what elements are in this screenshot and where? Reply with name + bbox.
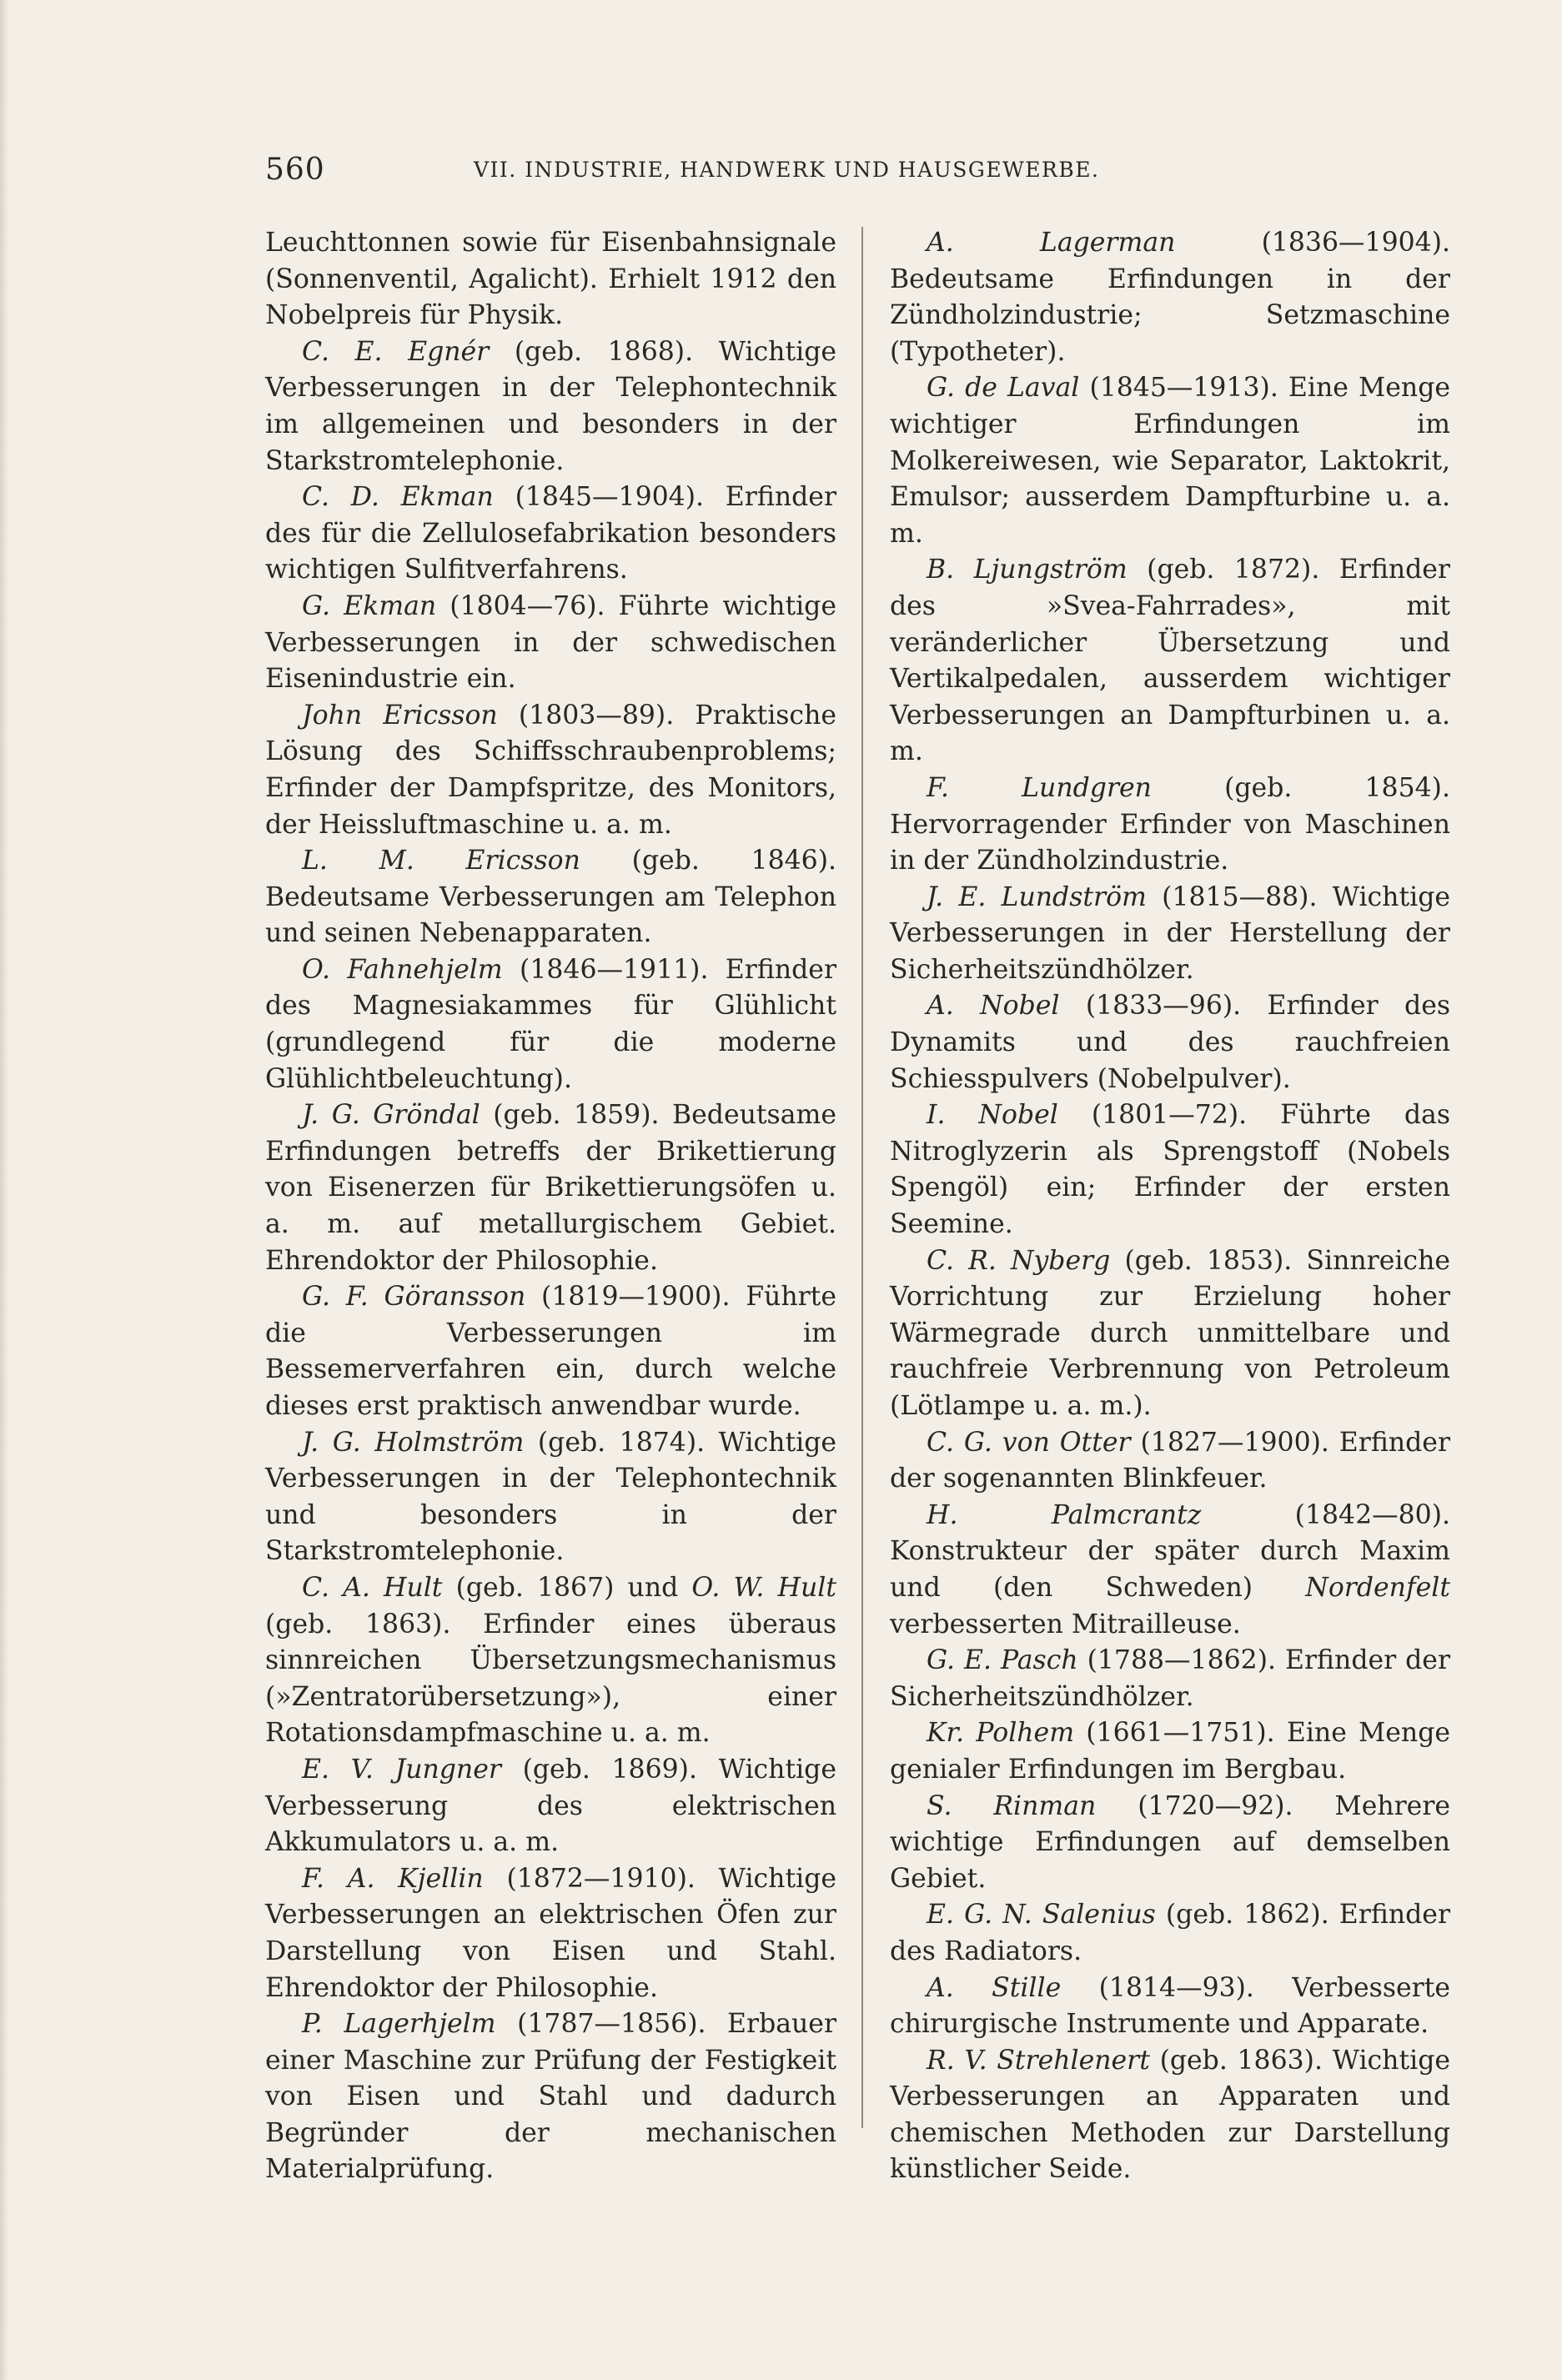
entry: [265, 1570, 836, 1752]
entry-text: (geb. 1859). Bedeutsame Erfindungen betreffs der Brikettierung von Eisenerzen für Brikettierungsöfen u. a. m. auf metallurgischem Gebiet. Ehrendoktor der Philosophie.: [265, 1100, 837, 1276]
entry-text: (geb. 1862). Erfinder des Radiators.: [890, 1900, 1451, 1966]
entry-name: P. Lagerhjelm: [302, 2009, 496, 2040]
entry-name: E. G. N. Salenius: [927, 1900, 1156, 1931]
page-edge-shadow: [0, 0, 8, 2380]
entry: [890, 370, 1450, 552]
entry-name: C. G. von Otter: [927, 1427, 1131, 1458]
entry: [265, 2006, 836, 2188]
entry: [265, 1097, 836, 1279]
entry: [890, 1243, 1450, 1425]
entry-text: (1833—96). Erfinder des Dynamits und des rauchfreien Schiesspulvers (Nobelpulver).: [890, 991, 1450, 1094]
entry: [890, 1897, 1450, 1970]
entry-text: (1720—92). Mehrere wichtige Erfindungen auf demselben Gebiet.: [890, 1790, 1451, 1894]
entry: [265, 589, 836, 698]
entry-text: (1803—89). Praktische Lösung des Schiffsschraubenproblems; Erfinder der Dampfspritze, des Monitors, der Heissluftmaschine u. a. m.: [265, 700, 836, 840]
entry: [890, 1097, 1450, 1243]
entry-text: (1819—1900). Führte die Verbesserungen im Bessemerverfahren ein, durch welche dieses erst praktisch anwendbar wurde.: [265, 1282, 836, 1421]
entry-text: (1827—1900). Erfinder der sogenannten Blinkfeuer.: [890, 1427, 1451, 1494]
entry-text: (1846—1911). Erfinder des Magnesiakammes für Glühlicht (grundlegend für die moderne Glühlichtbeleuchtung).: [265, 954, 837, 1094]
entry-text: (1788—1862). Erfinder der Sicherheitszündhölzer.: [890, 1645, 1450, 1712]
entry-name: E. V. Jungner: [302, 1754, 501, 1785]
entry: [265, 1425, 836, 1570]
entry-name: A. Lagerman: [927, 228, 1176, 258]
entry-text: (1814—93). Verbesserte chirurgische Instrumente und Apparate.: [890, 1972, 1451, 2040]
entry-name: I. Nobel: [927, 1100, 1058, 1131]
entry-text: (1836—1904). Bedeutsame Erfindungen in der Zündholzindustrie; Setzmaschine (Typotheter).: [890, 228, 1450, 367]
entry: [890, 1971, 1450, 2043]
entry-name: O. W. Hult: [691, 1572, 836, 1603]
entry: [890, 771, 1450, 880]
entry: [890, 1643, 1450, 1715]
running-head: VII. INDUSTRIE, HANDWERK UND HAUSGEWERBE.: [474, 158, 1100, 182]
entry: [890, 1789, 1450, 1898]
entry-name: G. Ekman: [302, 590, 437, 621]
entry: [890, 1498, 1450, 1643]
entry: [890, 880, 1450, 989]
entry: [265, 1279, 836, 1424]
entry: [265, 225, 836, 334]
entry: [265, 843, 836, 952]
entry-name: Nordenfelt: [1305, 1572, 1450, 1603]
entry: [890, 225, 1450, 370]
entry-name: C. A. Hult: [302, 1572, 443, 1603]
entry-name: C. D. Ekman: [302, 482, 494, 513]
entry-text: (geb. 1854). Hervorragender Erfinder von Maschinen in der Zündholzindustrie.: [890, 772, 1450, 876]
entry-name: C. E. Egnér: [302, 336, 490, 367]
entry-text: (1815—88). Wichtige Verbesserungen in der Herstellung der Sicherheitszündhölzer.: [890, 881, 1451, 985]
entry: [265, 334, 836, 480]
entry: [265, 698, 836, 843]
entry: [890, 1715, 1450, 1788]
entry-text: (1845—1913). Eine Menge wichtiger Erfindungen im Molkereiwesen, wie Separator, Laktokrit, Emulsor; ausserdem Dampfturbine u. a. m.: [890, 373, 1450, 549]
entry-text: (1804—76). Führte wichtige Verbesserungen in der schwedischen Eisenindustrie ein.: [265, 590, 836, 695]
entry-name: J. G. Gröndal: [302, 1100, 480, 1131]
column-divider: [861, 227, 863, 2128]
entry-name: O. Fahnehjelm: [302, 954, 503, 985]
entry: [890, 988, 1450, 1097]
entry-text: verbesserten Mitrailleuse.: [890, 1609, 1241, 1639]
entry-name: Kr. Polhem: [927, 1718, 1075, 1749]
entry-text: (1787—1856). Erbauer einer Maschine zur Prüfung der Festigkeit von Eisen und Stahl und dadurch Begründer der mechanischen Materialprüfung.: [265, 2009, 837, 2185]
entry-name: A. Stille: [927, 1972, 1062, 2003]
entry-name: John Ericsson: [302, 700, 498, 731]
entry: [265, 1752, 836, 1861]
entry-text: (geb. 1863). Erfinder eines überaus sinnreichen Übersetzungsmechanismus (»Zentratorübersetzung»), einer Rotationsdampfmaschine u. a. m.: [265, 1609, 836, 1749]
entry-text: (1801—72). Führte das Nitroglyzerin als Sprengstoff (Nobels Spengöl) ein; Erfinder der ersten Seemine.: [890, 1100, 1451, 1240]
entry-text: (1661—1751). Eine Menge genialer Erfindungen im Bergbau.: [890, 1718, 1450, 1785]
entry-text: (geb. 1846). Bedeutsame Verbesserungen am Telephon und seinen Nebenapparaten.: [265, 846, 837, 949]
entry: [265, 480, 836, 589]
entry-text: (geb. 1868). Wichtige Verbesserungen in der Telephontechnik im allgemeinen und besonders in der Starkstromtelephonie.: [265, 336, 837, 476]
entry-name: L. M. Ericsson: [302, 846, 580, 876]
entry-text: (geb. 1867) und: [455, 1572, 679, 1603]
entry-name: F. Lundgren: [927, 772, 1152, 803]
entry-name: S. Rinman: [927, 1790, 1097, 1821]
entry: [890, 552, 1450, 771]
entry-name: B. Ljungström: [927, 555, 1128, 585]
entry-text: (geb. 1869). Wichtige Verbesserung des elektrischen Akkumulators u. a. m.: [265, 1754, 836, 1858]
entry-text: Leuchttonnen sowie für Eisenbahnsignale (Sonnenventil, Agalicht). Erhielt 1912 den Nobelpreis für Physik.: [265, 228, 836, 331]
entry: [890, 1425, 1450, 1498]
entry: [890, 2043, 1450, 2188]
entry-name: G. de Laval: [927, 373, 1080, 404]
entry: [265, 952, 836, 1097]
entry-name: A. Nobel: [927, 991, 1060, 1022]
entry-text: (1872—1910). Wichtige Verbesserungen an elektrischen Öfen zur Darstellung von Eisen und Stahl. Ehrendoktor der Philosophie.: [265, 1863, 836, 2003]
entry-text: (geb. 1853). Sinnreiche Vorrichtung zur Erzielung hoher Wärmegrade durch unmittelbare und rauchfreie Verbrennung von Petroleum (Lötlampe u. a. m.).: [890, 1245, 1451, 1421]
entry-name: C. R. Nyberg: [927, 1245, 1111, 1276]
entry-text: (geb. 1863). Wichtige Verbesserungen an Apparaten und chemischen Methoden zur Darstellung künstlicher Seide.: [890, 2045, 1451, 2185]
entry-text: (geb. 1874). Wichtige Verbesserungen in der Telephontechnik und besonders in der Starkstromtelephonie.: [265, 1427, 836, 1567]
entry: [265, 1861, 836, 2006]
page-header: [265, 153, 1224, 203]
entry-name: F. A. Kjellin: [302, 1863, 484, 1894]
entry-name: G. F. Göransson: [302, 1282, 526, 1313]
entry-text: (geb. 1872). Erfinder des »Svea-Fahrrades», mit veränderlicher Übersetzung und Vertikalpedalen, ausserdem wichtiger Verbesserungen an Dampfturbinen u. a. m.: [890, 555, 1450, 767]
entry-name: J. E. Lundström: [927, 881, 1147, 912]
entry-text: (1842—80). Konstrukteur der später durch Maxim und (den Schweden): [890, 1499, 1450, 1603]
left-column: [265, 225, 836, 2188]
page-number: 560: [265, 153, 325, 187]
entry-name: J. G. Holmström: [302, 1427, 525, 1458]
right-column: [890, 225, 1450, 2188]
entry-name: H. Palmcrantz: [927, 1499, 1202, 1530]
entry-text: (1845—1904). Erfinder des für die Zellulosefabrikation besonders wichtigen Sulfitverfahrens.: [265, 482, 837, 585]
entry-name: R. V. Strehlenert: [927, 2045, 1150, 2076]
entry-name: G. E. Pasch: [927, 1645, 1078, 1676]
